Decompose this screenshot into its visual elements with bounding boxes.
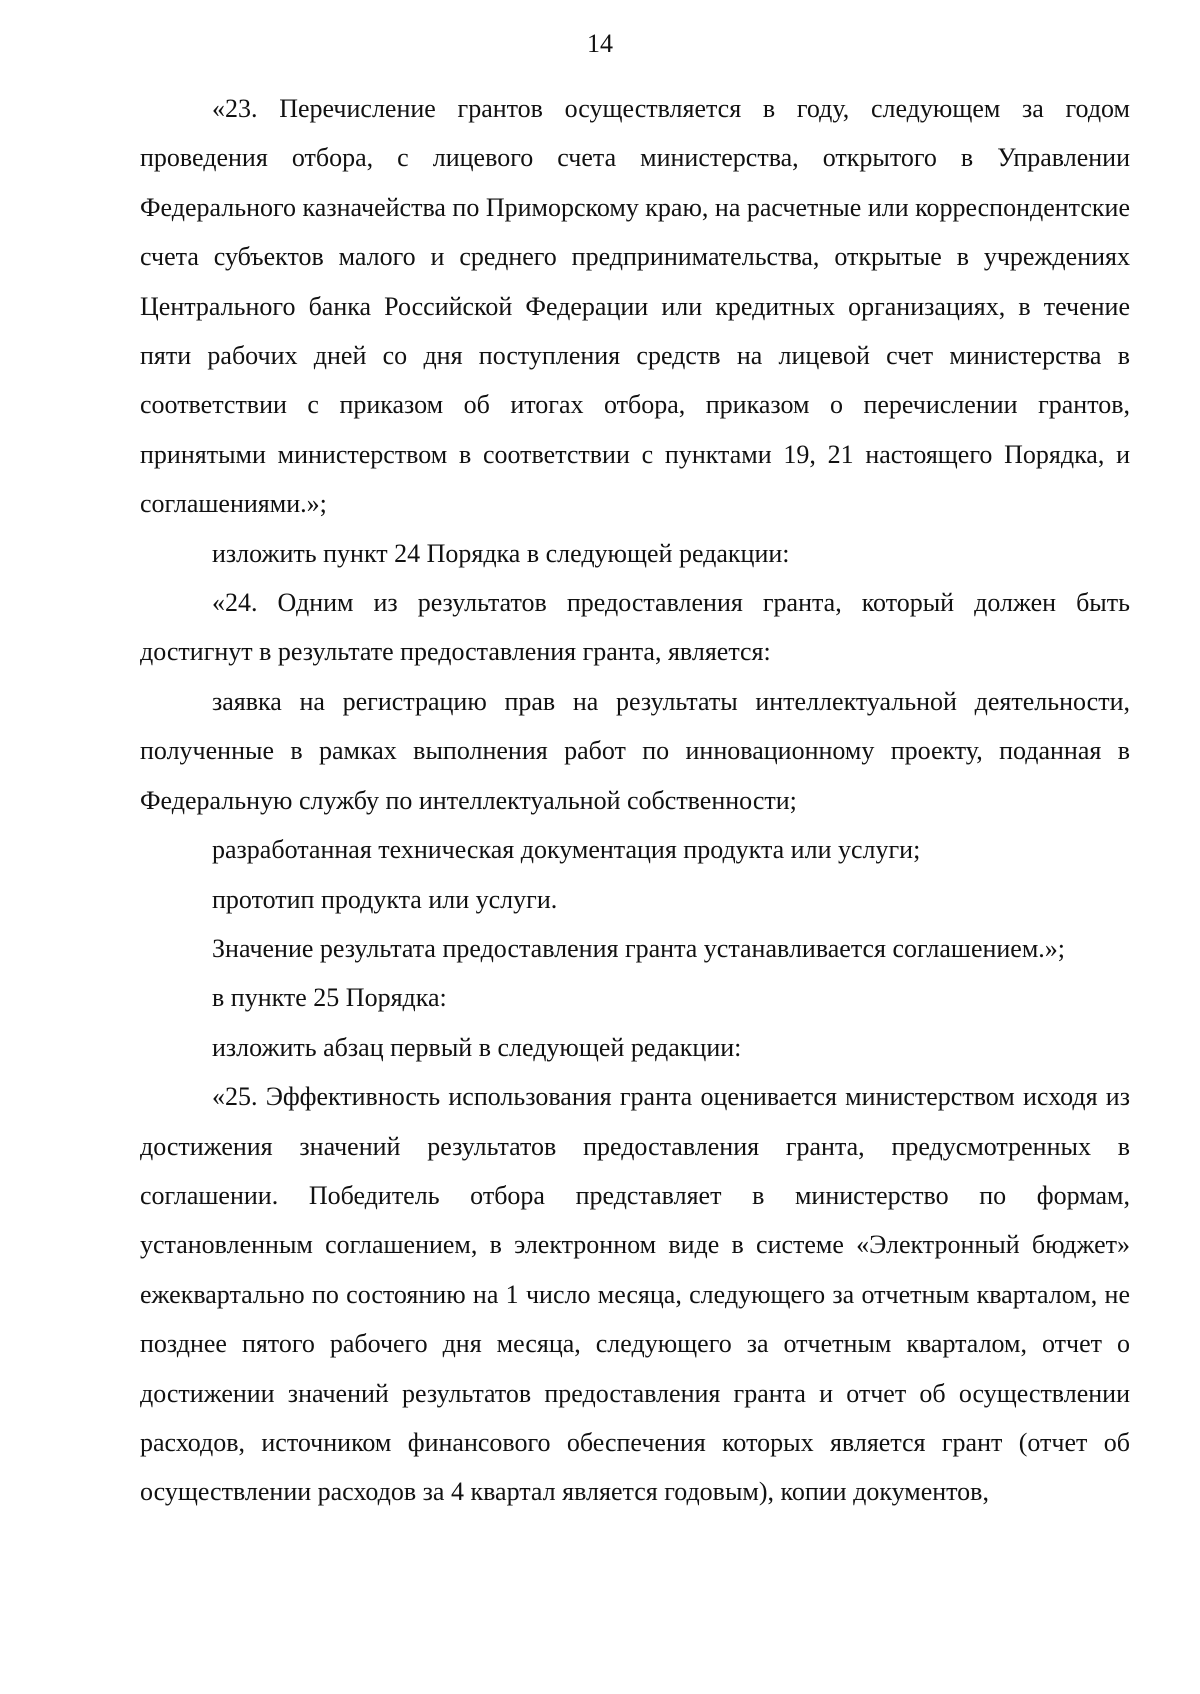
paragraph-result-documentation: разработанная техническая документация продукта или услуги;	[212, 835, 921, 865]
paragraph-amend-item-24: изложить пункт 24 Порядка в следующей редакции:	[212, 538, 790, 568]
paragraph-item-24: «24. Одним из результатов предоставления гранта, который должен быть достигнут в результате предоставления гранта, является:	[140, 588, 1130, 667]
paragraph-result-application: заявка на регистрацию прав на результаты интеллектуальной деятельности, полученные в рамках выполнения работ по инновационному проекту, поданная в Федеральную службу по интеллектуальной собственности;	[140, 686, 1130, 815]
paragraph-amend-first-clause: изложить абзац первый в следующей редакции:	[212, 1032, 742, 1062]
paragraph-item-25-intro: в пункте 25 Порядка:	[212, 983, 447, 1013]
paragraph-result-prototype: прототип продукта или услуги.	[212, 884, 558, 914]
paragraph-item-23: «23. Перечисление грантов осуществляется в году, следующем за годом проведения отбора, с лицевого счета министерства, открытого в Управлении Федерального казначейства по Приморскому краю, на расчетные или корреспондентские счета субъектов малого и среднего предпринимательства, открытые в учреждениях Центрального банка Российской Федерации или кредитных организациях, в течение пяти рабочих дней со дня поступления средств на лицевой счет министерства в соответствии с приказом об итогах отбора, приказом о перечислении грантов, принятыми министерством в соответствии с пунктами 19, 21 настоящего Порядка, и соглашениями.»;	[140, 94, 1130, 519]
paragraph-result-value: Значение результата предоставления гранта устанавливается соглашением.»;	[212, 933, 1066, 963]
paragraph-item-25: «25. Эффективность использования гранта оценивается министерством исходя из достижения значений результатов предоставления гранта, предусмотренных в соглашении. Победитель отбора представляет в министерство по формам, установленным соглашением, в электронном виде в системе «Электронный бюджет» ежеквартально по состоянию на 1 число месяца, следующего за отчетным кварталом, не позднее пятого рабочего дня месяца, следующего за отчетным кварталом, отчет о достижении значений результатов предоставления гранта и отчет об осуществлении расходов, источником финансового обеспечения которых является грант (отчет об осуществлении расходов за 4 квартал является годовым), копии документов,	[140, 1082, 1130, 1507]
page-number: 14	[587, 29, 613, 58]
document-body	[140, 84, 1130, 1517]
